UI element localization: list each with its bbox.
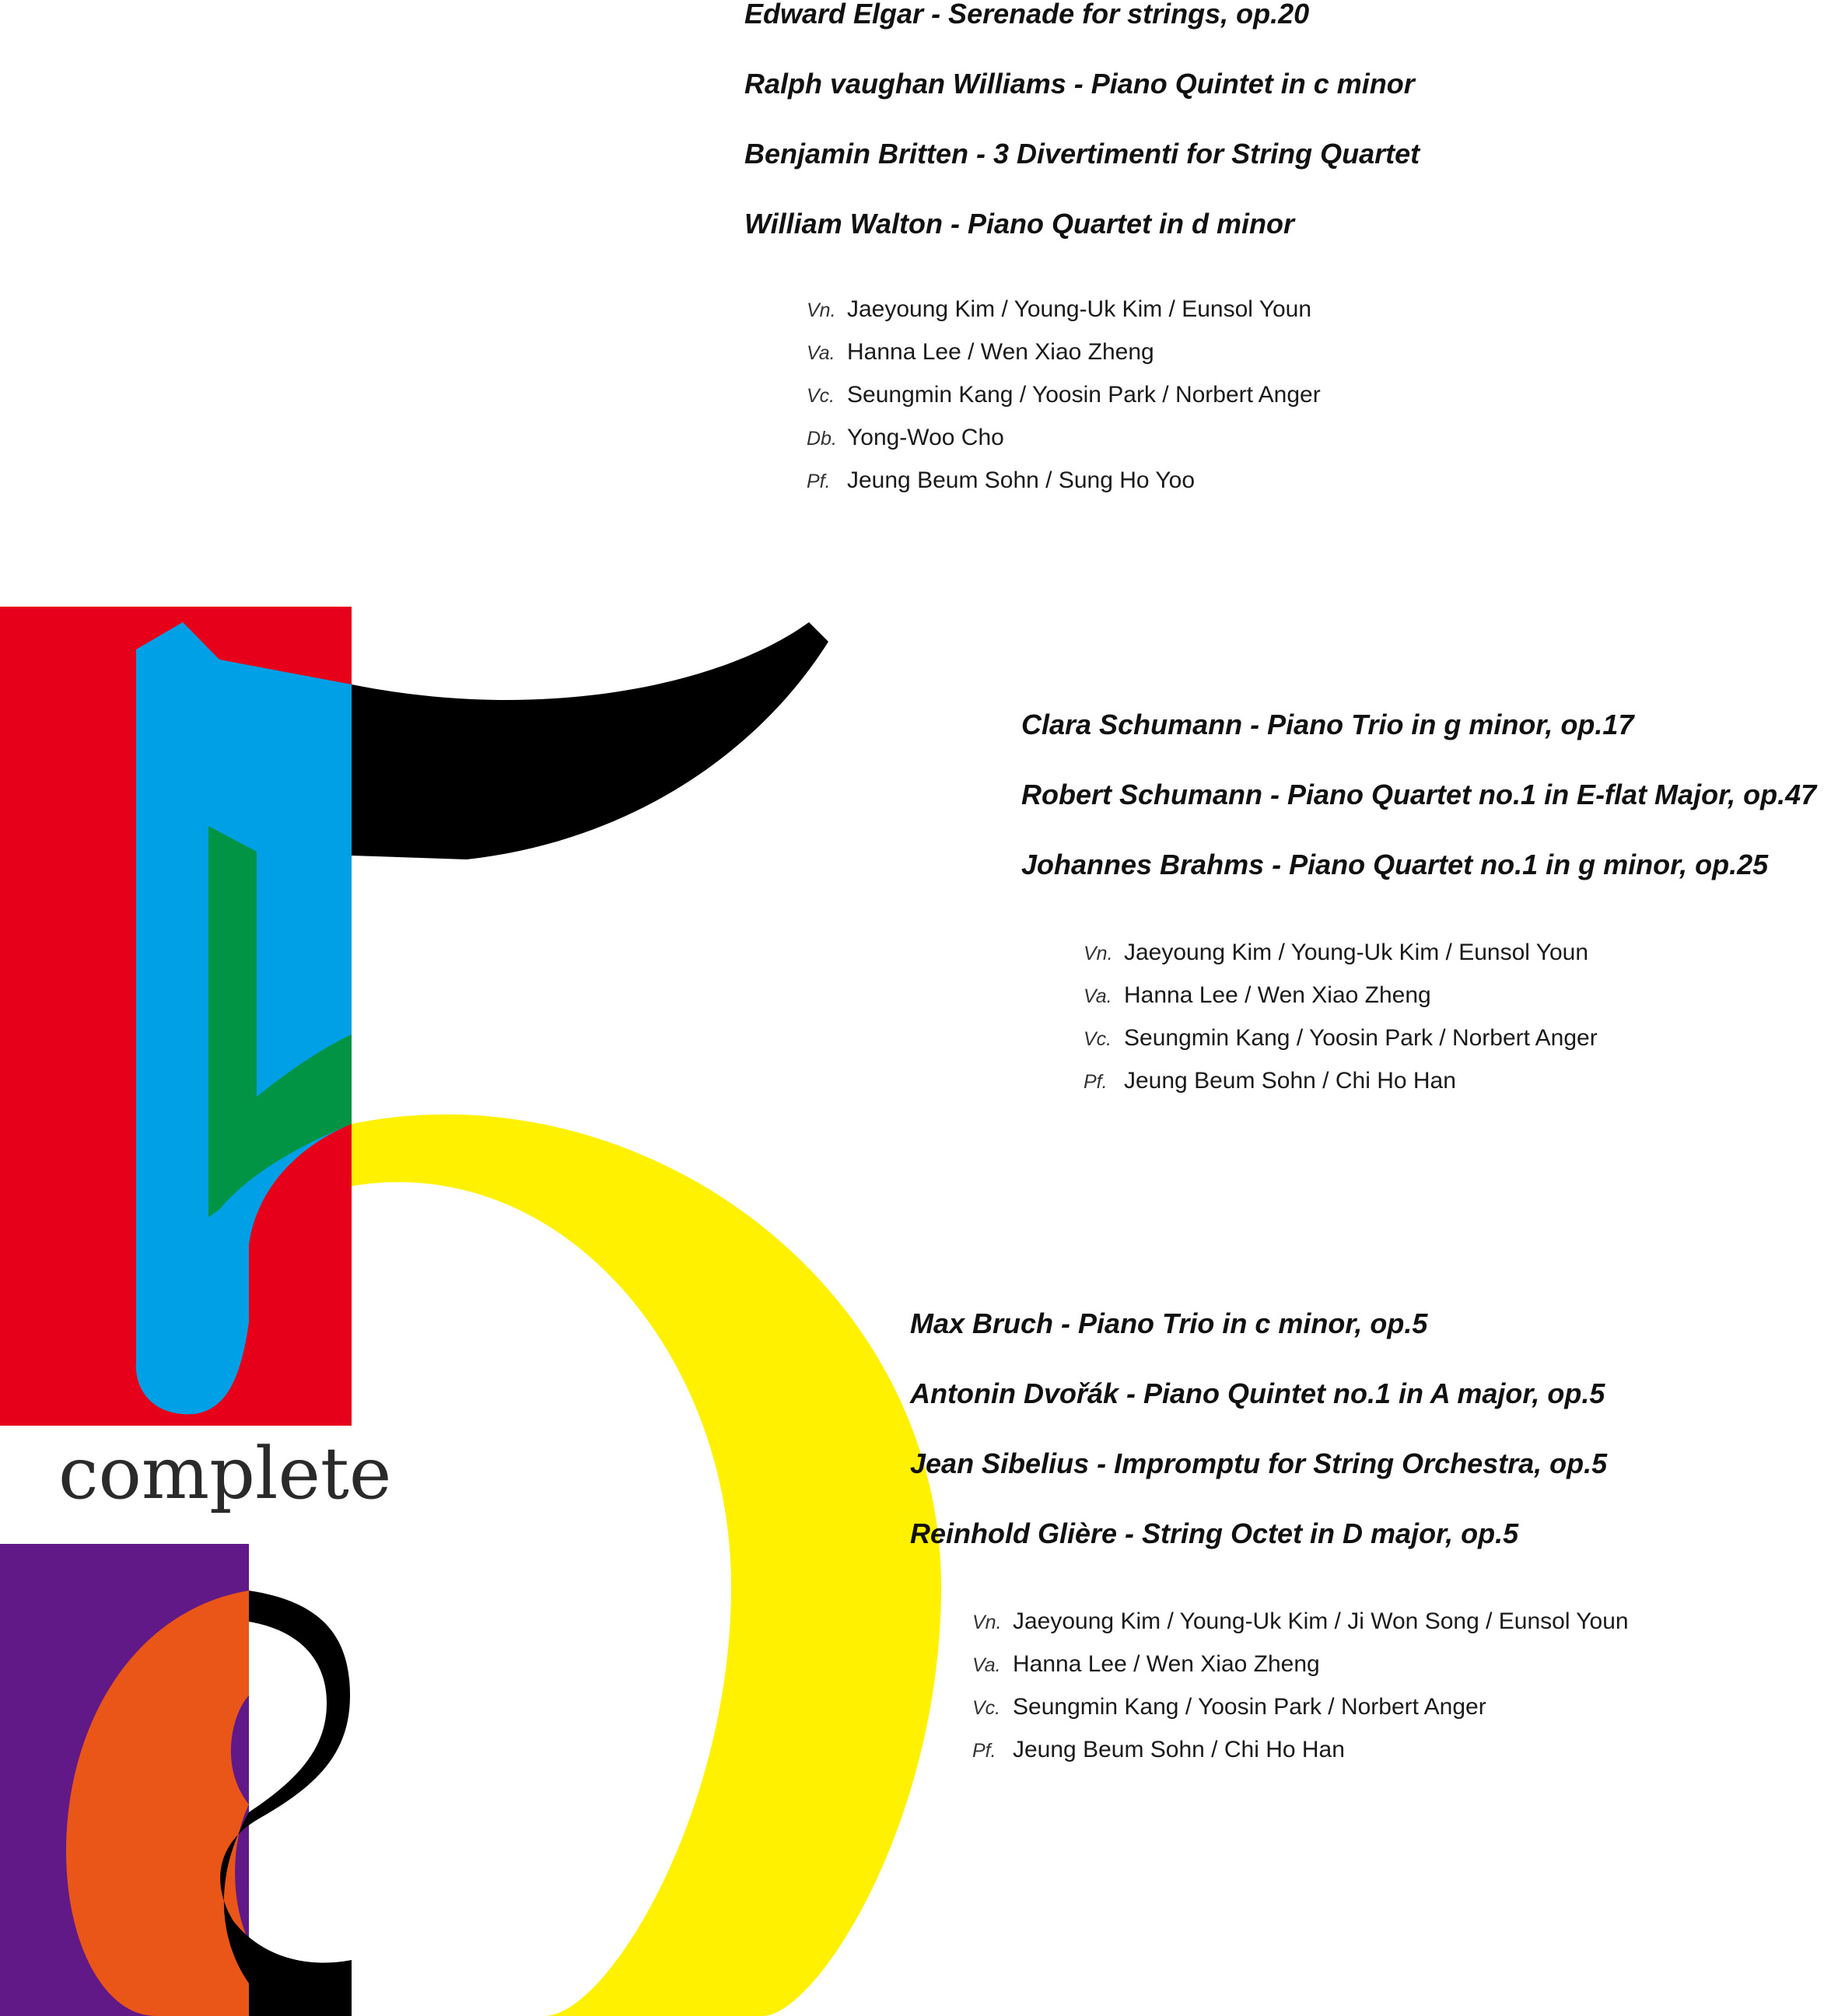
works-list: [744, 0, 1420, 278]
performer-row: [1084, 1066, 1598, 1108]
performer-row: [807, 465, 1321, 508]
performers-list: [1084, 937, 1598, 1108]
work-item: Edward Elgar - Serenade for strings, op.20: [744, 0, 1310, 30]
work-item: Ralph vaughan Williams - Piano Quintet in c minor: [744, 68, 1415, 100]
performer-names: Seungmin Kang / Yoosin Park / Norbert Anger: [1013, 1694, 1486, 1720]
performer-row: [972, 1649, 1629, 1692]
work-item: Max Bruch - Piano Trio in c minor, op.5: [910, 1307, 1428, 1339]
instrument-label: Pf.: [1084, 1071, 1108, 1093]
performer-names: Hanna Lee / Wen Xiao Zheng: [1013, 1651, 1320, 1677]
work-item: Benjamin Britten - 3 Divertimenti for String Quartet: [744, 138, 1420, 170]
performer-names: Seungmin Kang / Yoosin Park / Norbert Anger: [847, 382, 1321, 408]
performer-names: Jaeyoung Kim / Young-Uk Kim / Ji Won Song / Eunsol Youn: [1013, 1608, 1629, 1634]
black-flag: [352, 622, 828, 859]
performers-list: [972, 1606, 1629, 1777]
yellow-bowl: [352, 1115, 941, 2016]
performers-list: [807, 294, 1321, 508]
work-item: Jean Sibelius - Impromptu for String Orchestra, op.5: [910, 1447, 1608, 1479]
performer-names: Jaeyoung Kim / Young-Uk Kim / Eunsol Youn: [847, 296, 1312, 322]
instrument-label: Vc.: [972, 1697, 1001, 1719]
performer-names: Seungmin Kang / Yoosin Park / Norbert Anger: [1124, 1025, 1598, 1051]
performer-row: [1084, 980, 1598, 1023]
instrument-label: Vn.: [1084, 943, 1113, 964]
work-item: William Walton - Piano Quartet in d minor: [744, 208, 1295, 240]
work-item: Robert Schumann - Piano Quartet no.1 in E-flat Major, op.47: [1021, 779, 1817, 810]
instrument-label: Db.: [807, 428, 837, 450]
instrument-label: Vn.: [807, 299, 836, 321]
performer-row: [807, 294, 1321, 337]
performer-row: [972, 1606, 1629, 1649]
works-list: [1021, 709, 1816, 919]
performer-names: Yong-Woo Cho: [847, 425, 1004, 450]
brand-word: complete: [58, 1432, 392, 1515]
instrument-label: Va.: [1084, 985, 1112, 1007]
performer-row: [807, 380, 1321, 422]
performer-row: [972, 1734, 1629, 1777]
works-list: [910, 1308, 1607, 1588]
performer-row: [807, 422, 1321, 465]
performer-names: Hanna Lee / Wen Xiao Zheng: [847, 339, 1154, 365]
performer-names: Hanna Lee / Wen Xiao Zheng: [1124, 982, 1431, 1008]
instrument-label: Vn.: [972, 1612, 1002, 1633]
performer-names: Jaeyoung Kim / Young-Uk Kim / Eunsol Youn: [1124, 940, 1589, 965]
instrument-label: Pf.: [807, 471, 831, 492]
performer-names: Jeung Beum Sohn / Chi Ho Han: [1013, 1737, 1345, 1762]
performer-row: [1084, 1023, 1598, 1066]
instrument-label: Pf.: [972, 1740, 996, 1762]
instrument-label: Va.: [807, 342, 835, 364]
performer-names: Jeung Beum Sohn / Sung Ho Yoo: [847, 467, 1196, 493]
performer-row: [1084, 937, 1598, 980]
instrument-label: Vc.: [807, 385, 835, 407]
work-item: Clara Schumann - Piano Trio in g minor, op.17: [1021, 709, 1634, 740]
work-item: Reinhold Glière - String Octet in D major, op.5: [910, 1517, 1519, 1549]
instrument-label: Va.: [972, 1654, 1001, 1676]
work-item: Johannes Brahms - Piano Quartet no.1 in g minor, op.25: [1021, 849, 1769, 880]
performer-names: Jeung Beum Sohn / Chi Ho Han: [1124, 1068, 1456, 1094]
performer-row: [807, 337, 1321, 380]
instrument-label: Vc.: [1084, 1028, 1112, 1050]
work-item: Antonin Dvořák - Piano Quintet no.1 in A major, op.5: [910, 1377, 1605, 1409]
performer-row: [972, 1692, 1629, 1734]
